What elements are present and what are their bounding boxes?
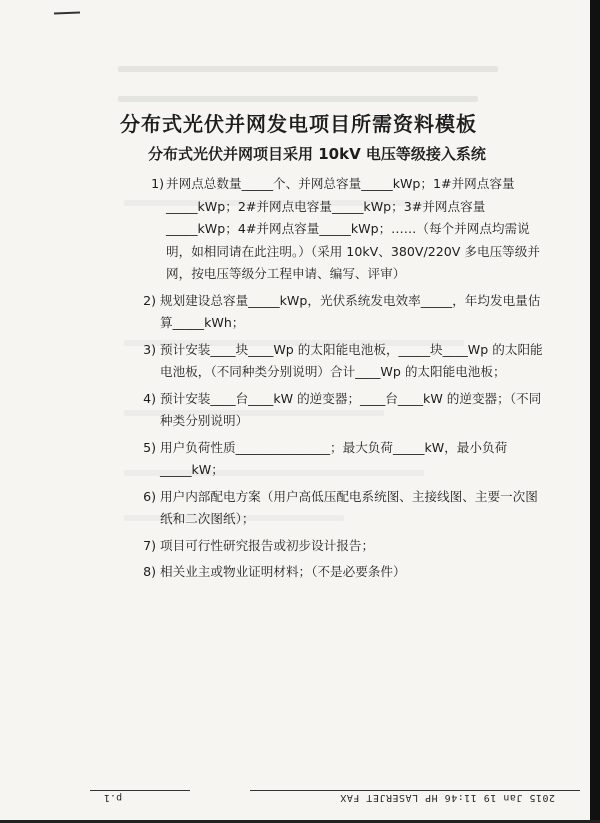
item-text: 项目可行性研究报告或初步设计报告； xyxy=(160,537,375,553)
list-item xyxy=(120,290,545,335)
item-number: 7) xyxy=(143,537,156,553)
fax-footer xyxy=(90,786,580,810)
footer-rule xyxy=(250,790,580,791)
fax-header-text: 2015 Jan 19 11:46 HP LASERJET FAX xyxy=(339,792,555,803)
item-number: 5) xyxy=(143,439,156,455)
item-number: 3) xyxy=(143,341,156,357)
item-number: 4) xyxy=(143,390,156,406)
item-number: 8) xyxy=(143,564,156,579)
item-text: 用户负荷性质_______________；最大负荷_____kW，最小负荷_____kW； xyxy=(160,439,508,477)
item-text: 相关业主或物业证明材料；（不是必要条件） xyxy=(160,564,406,579)
document-subtitle: 分布式光伏并网项目采用 10kV 电压等级接入系统 xyxy=(148,145,486,163)
list-item xyxy=(120,486,545,531)
list-item xyxy=(120,339,545,384)
document-title: 分布式光伏并网发电项目所需资料模板 xyxy=(120,112,477,136)
item-text: 预计安装____台____kW 的逆变器；____台____kW 的逆变器；（不同种类分别说明） xyxy=(160,390,542,428)
scan-edge xyxy=(590,0,600,823)
list-item xyxy=(120,173,545,286)
fax-page-number: p.1 xyxy=(104,792,123,803)
item-text: 预计安装____块____Wp 的太阳能电池板，_____块____Wp 的太阳能电池板，（不同种类分别说明）合计____Wp 的太阳能电池板； xyxy=(160,341,543,379)
item-number: 1) xyxy=(151,176,164,191)
item-number: 2) xyxy=(143,292,156,308)
item-number: 6) xyxy=(143,488,156,504)
item-text: 用户内部配电方案（用户高低压配电系统图、主接线图、主要一次图纸和二次图纸）； xyxy=(160,488,538,526)
item-text: 并网点总数量_____个、并网总容量_____kWp；1#并网点容量_____kWp；2#并网点电容量_____kWp；3#并网点容量_____kWp；4#并网点容量_____kWp；……（每个并网点均需说明，如相同请在此注明。）（采用 10kV、380V/220V 多电压等级并网，按电压等级分工程申请、编写、评审） xyxy=(166,176,540,281)
requirement-list xyxy=(120,173,545,588)
list-item xyxy=(120,388,545,433)
list-item xyxy=(120,535,545,558)
list-item xyxy=(120,561,545,584)
item-text: 规划建设总容量_____kWp，光伏系统发电效率_____，年均发电量估算_____kWh； xyxy=(160,292,541,330)
footer-rule xyxy=(90,790,190,791)
list-item xyxy=(120,437,545,482)
